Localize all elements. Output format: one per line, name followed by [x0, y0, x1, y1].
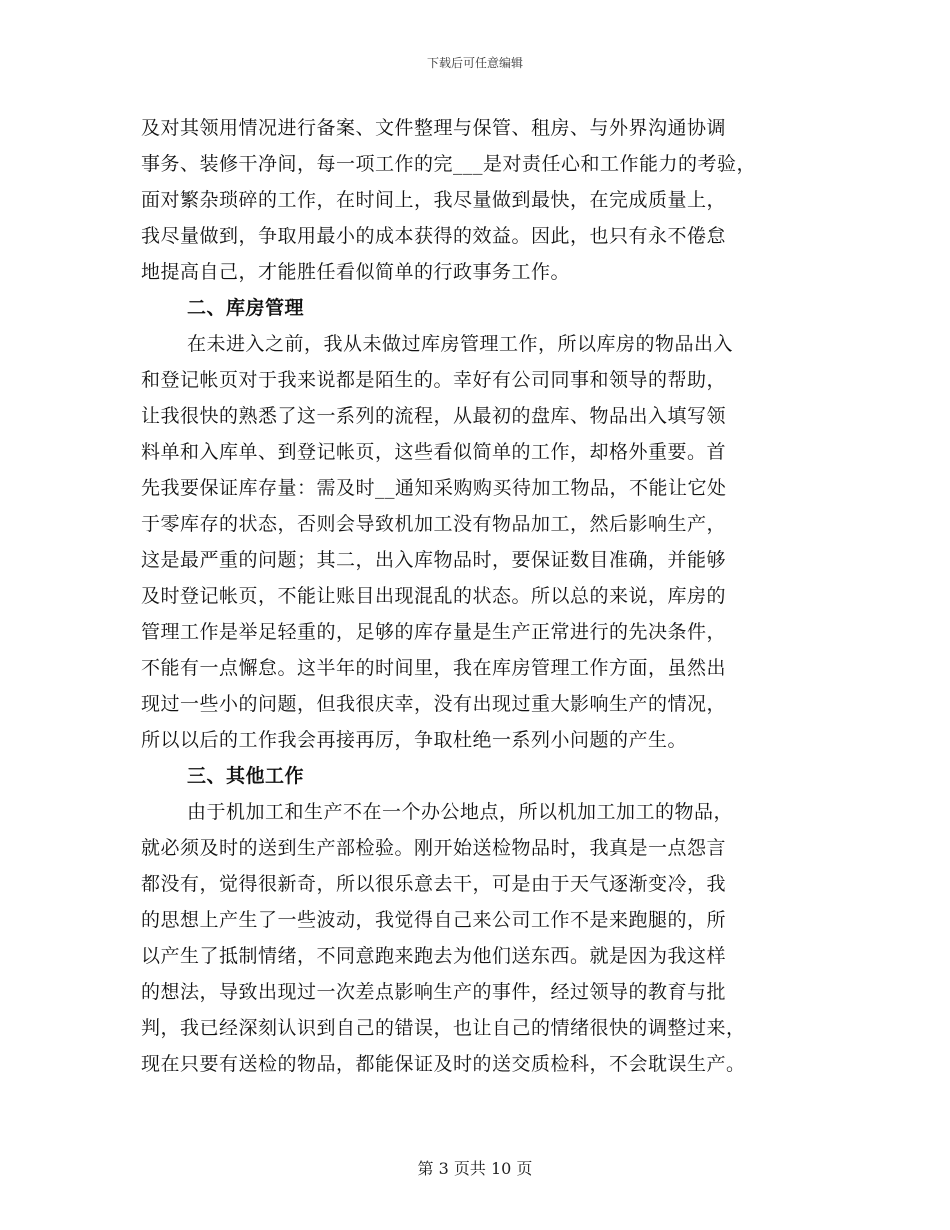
page-number: 第 3 页共 10 页: [417, 1159, 533, 1178]
document-body: [141, 110, 821, 1082]
text-line: 所以以后的工作我会再接再厉，争取杜绝一系列小问题的产生。: [141, 729, 688, 751]
text-line: 我尽量做到，争取用最小的成本获得的效益。因此，也只有永不倦怠: [141, 225, 727, 247]
page-header: 下载后可任意编辑: [426, 56, 523, 70]
text-line: 和登记帐页对于我来说都是陌生的。幸好有公司同事和领导的帮助，: [141, 369, 727, 391]
text-line: 让我很快的熟悉了这一系列的流程，从最初的盘库、物品出入填写领: [141, 405, 727, 427]
text-line: 地提高自己，才能胜任看似简单的行政事务工作。: [141, 261, 571, 283]
text-line: 现过一些小的问题，但我很庆幸，没有出现过重大影响生产的情况，: [141, 693, 727, 715]
text-line: 这是最严重的问题；其二，出入库物品时，要保证数目准确，并能够: [141, 549, 727, 571]
text-line: 管理工作是举足轻重的，足够的库存量是生产正常进行的先决条件，: [141, 621, 727, 643]
text-line: 在未进入之前，我从未做过库房管理工作，所以库房的物品出入: [187, 333, 734, 355]
section-heading: 三、其他工作: [187, 765, 305, 787]
text-line: 都没有，觉得很新奇，所以很乐意去干，可是由于天气逐渐变冷，我: [141, 873, 727, 895]
text-line: 于零库存的状态，否则会导致机加工没有物品加工，然后影响生产，: [141, 513, 727, 535]
text-line: 现在只要有送检的物品，都能保证及时的送交质检科，不会耽误生产。: [141, 1053, 746, 1075]
text-line: 由于机加工和生产不在一个办公地点，所以机加工加工的物品，: [187, 801, 734, 823]
text-line: 先我要保证库存量：需及时__通知采购购买待加工物品，不能让它处: [141, 477, 727, 499]
text-line: 及时登记帐页，不能让账目出现混乱的状态。所以总的来说，库房的: [141, 585, 727, 607]
text-line: 的想法，导致出现过一次差点影响生产的事件，经过领导的教育与批: [141, 981, 727, 1003]
text-line: 的思想上产生了一些波动，我觉得自己来公司工作不是来跑腿的，所: [141, 909, 727, 931]
text-line: 面对繁杂琐碎的工作，在时间上，我尽量做到最快，在完成质量上，: [141, 189, 727, 211]
text-line: 以产生了抵制情绪，不同意跑来跑去为他们送东西。就是因为我这样: [141, 945, 727, 967]
text-line: 及对其领用情况进行备案、文件整理与保管、租房、与外界沟通协调: [141, 117, 727, 139]
text-line: 判，我已经深刻认识到自己的错误，也让自己的情绪很快的调整过来，: [141, 1017, 746, 1039]
text-line: 事务、装修干净间，每一项工作的完___是对责任心和工作能力的考验，: [141, 153, 757, 175]
text-line: 不能有一点懈怠。这半年的时间里，我在库房管理工作方面，虽然出: [141, 657, 727, 679]
section-heading: 二、库房管理: [187, 297, 305, 319]
text-line: 就必须及时的送到生产部检验。刚开始送检物品时，我真是一点怨言: [141, 837, 727, 859]
text-line: 料单和入库单、到登记帐页，这些看似简单的工作，却格外重要。首: [141, 441, 727, 463]
